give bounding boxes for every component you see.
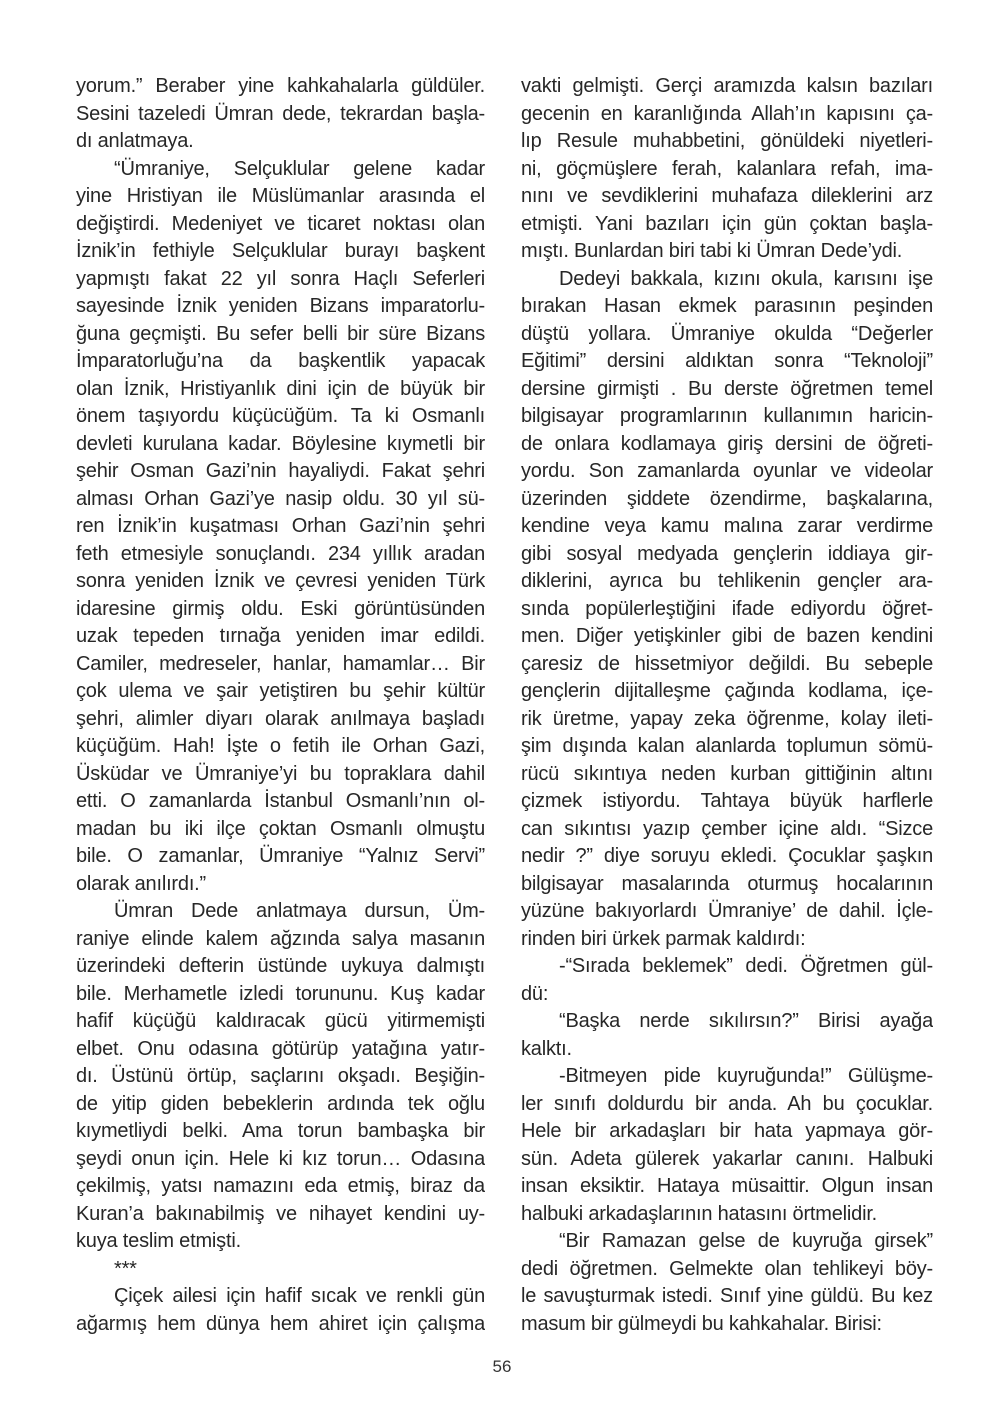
text-line: feth etmesiyle sonuçlandı. 234 yıllık aradan — [76, 542, 485, 565]
text-column-right — [521, 73, 933, 1338]
text-line: nını ve sevdiklerini muhafaza dileklerini arz — [521, 185, 933, 207]
text-line: üzerinden şiddete özendirme, başkalarına, — [521, 487, 933, 510]
text-line: önem taşıyordu küçücüğüm. Ta ki Osmanlı — [76, 405, 485, 427]
text-line: Sesini tazeledi Ümran dede, tekrardan başla- — [76, 102, 485, 125]
text-line: bile. Merhametle izledi torununu. Kuş kadar — [76, 982, 485, 1005]
text-line: de onlara kodlamaya giriş dersini de öğreti- — [521, 432, 933, 455]
text-line: “Ümraniye, Selçuklular gelene kadar — [114, 157, 485, 180]
text-line: nedir ?” diye soruyu ekledi. Çocuklar şaşkın — [521, 845, 933, 867]
text-line: Çiçek ailesi için hafif sıcak ve renkli gün — [114, 1285, 485, 1307]
text-line: şeydi onun için. Hele ki kız torun… Odasına — [76, 1147, 485, 1170]
text-line: dı anlatmaya. — [76, 130, 194, 152]
text-line: küçüğüm. Hah! İşte o fetih ile Orhan Gazi, — [76, 735, 485, 757]
text-line: bırakan Hasan ekmek parasının peşinden — [521, 295, 933, 317]
paragraph — [76, 898, 485, 1256]
paragraph — [521, 953, 933, 1008]
text-line: Hele bir arkadaşları bir hata yapmaya gör- — [521, 1120, 933, 1142]
text-line: Eğitimi” dersini aldıktan sonra “Teknoloji” — [521, 350, 933, 372]
text-line: hafif küçüğü kaldıracak gücü yitirmemişti — [76, 1010, 485, 1032]
text-line: alması Orhan Gazi’ye nasip oldu. 30 yıl sü- — [76, 487, 485, 510]
text-line: sün. Adeta gülerek yakarlar canını. Halbuki — [521, 1147, 933, 1170]
text-line: diklerini, ayrıca bu tehlikenin gençler ara- — [521, 570, 933, 592]
text-line: de yitip giden bebeklerin ardında tek oğlu — [76, 1092, 485, 1115]
text-line: etmişti. Yani bazıları için gün çoktan başla- — [521, 212, 933, 235]
text-line: vakti gelmişti. Gerçi aramızda kalsın bazıları — [521, 75, 933, 97]
text-line: kalktı. — [521, 1037, 572, 1060]
text-line: çok ulema ve şair yetiştiren bu şehir kültür — [76, 680, 485, 702]
text-line: ler sınıfı doldurdu bir anda. Ah bu çocuklar. — [521, 1092, 933, 1115]
text-line: çekilmiş, yatsı namazını eda etmiş, biraz da — [76, 1175, 485, 1197]
text-line: sayesinde İznik yeniden Bizans imparatorlu- — [76, 295, 485, 317]
text-line: devleti kurulana kadar. Böylesine kıymetli bir — [76, 432, 485, 455]
paragraph — [521, 1228, 933, 1338]
text-columns — [76, 73, 933, 1338]
text-line: lıp Resule muhabbetini, gönüldeki niyetleri- — [521, 130, 933, 152]
text-line: ren İznik’in kuşatması Orhan Gazi’nin şehri — [76, 515, 485, 537]
text-line: raniye elinde kalem ağzında salya masanın — [76, 927, 485, 950]
text-line: etti. O zamanlarda İstanbul Osmanlı’nın ol- — [76, 790, 485, 812]
text-line: ğuna geçmişti. Bu sefer belli bir süre Bizans — [76, 322, 485, 345]
text-line: -“Sırada beklemek” dedi. Öğretmen gül- — [559, 955, 933, 977]
paragraph — [521, 266, 933, 954]
text-line: yine Hristiyan ile Müslümanlar arasında el — [76, 185, 485, 207]
text-line: Kuran’a bakınabilmiş ve nihayet kendini uy- — [76, 1202, 485, 1225]
text-line: Dedeyi bakkala, kızını okula, karısını işe — [559, 267, 933, 290]
text-line: rücü sıkıntıya neden kurban gittiğinin altını — [521, 762, 933, 785]
text-line: dü: — [521, 982, 549, 1005]
text-line: gibi sosyal medyada gençlerin iddiaya gir- — [521, 542, 933, 565]
text-line: değiştirdi. Medeniyet ve ticaret noktası olan — [76, 212, 485, 235]
text-line: madan bu iki ilçe çoktan Osmanlı olmuştu — [76, 817, 485, 840]
text-line: yapmıştı fakat 22 yıl sonra Haçlı Seferleri — [76, 267, 485, 290]
text-line: Üsküdar ve Ümraniye’yi bu topraklara dahil — [76, 762, 485, 785]
text-line: gecenin en karanlığında Allah’ın kapısını ça- — [521, 102, 933, 125]
paragraph — [521, 1063, 933, 1228]
text-line: sonra yeniden İznik ve çevresi yeniden Türk — [76, 570, 485, 592]
text-line: dedi öğretmen. Gelmekte olan tehlikeyi böy- — [521, 1257, 933, 1280]
paragraph — [76, 1283, 485, 1338]
text-line: çaresiz de hissetmiyor değildi. Bu sebeple — [521, 652, 933, 675]
text-line: Camiler, medreseler, hanlar, hamamlar… Bir — [76, 652, 485, 675]
paragraph — [76, 1256, 485, 1284]
paragraph — [76, 156, 485, 899]
text-line: şim dışında kalan alanlarda toplumun sömü- — [521, 735, 933, 757]
paragraph — [76, 73, 485, 156]
text-line: masum bir gülmeydi bu kahkahalar. Birisi: — [521, 1312, 882, 1335]
text-line: olan İznik, Hristiyanlık dini için de büyük bir — [76, 377, 485, 400]
text-line: halbuki arkadaşlarının hatasını örtmelidir. — [521, 1202, 878, 1225]
text-line: rik üretme, yapay zeka öğrenme, kolay ileti- — [521, 707, 933, 730]
text-line: idaresine girmiş oldu. Eski görüntüsünden — [76, 597, 485, 620]
text-line: dı. Üstünü örtüp, saçlarını okşadı. Beşiğin- — [76, 1065, 485, 1087]
text-line: bilgisayar programlarının kullanımın haricin- — [521, 405, 933, 427]
text-line: rinden biri ürkek parmak kaldırdı: — [521, 927, 806, 950]
text-line: şehri, alimler diyarı olarak anılmaya başladı — [76, 707, 485, 730]
paragraph — [521, 1008, 933, 1063]
paragraph — [521, 73, 933, 266]
text-line: İznik’in fethiyle Selçuklular burayı başkent — [76, 240, 485, 262]
text-line: düştü yollara. Ümraniye okulda “Değerler — [521, 322, 933, 345]
text-line: can sıkıntısı yazıp çember içine aldı. “Sizce — [521, 817, 933, 840]
text-line: men. Diğer yetişkinler gibi de bazen kendini — [521, 625, 933, 647]
text-line: sında popülerleştiğini ifade ediyordu öğret- — [521, 597, 933, 620]
text-line: çizmek istiyordu. Tahtaya büyük harflerle — [521, 790, 933, 812]
text-line: yorum.” Beraber yine kahkahalarla güldüler. — [76, 75, 485, 97]
text-line: elbet. Onu odasına götürüp yatağına yatır- — [76, 1037, 485, 1060]
text-line: İmparatorluğu’na da başkentlik yapacak — [76, 350, 485, 372]
text-line: üzerindeki defterin üstünde uykuya dalmıştı — [76, 955, 485, 977]
text-line: bilgisayar masalarında oturmuş hocalarının — [521, 872, 933, 895]
text-line: yordu. Son zamanlarda oyunlar ve videolar — [521, 460, 933, 482]
text-column-left — [76, 73, 485, 1338]
text-line: gençlerin dijitalleşme çağında kodlama, içe- — [521, 680, 933, 702]
text-line: “Başka nerde sıkılırsın?” Birisi ayağa — [559, 1010, 933, 1032]
text-line: yüzüne bakıyorlardı Ümraniye’ de dahil. İçle- — [521, 900, 933, 922]
text-line: *** — [114, 1257, 137, 1280]
text-line: kuya teslim etmişti. — [76, 1230, 241, 1252]
text-line: “Bir Ramazan gelse de kuyruğa girsek” — [559, 1230, 933, 1252]
text-line: ni, göçmüşlere ferah, kalanlara refah, ima- — [521, 157, 933, 180]
text-line: olarak anılırdı.” — [76, 872, 206, 895]
text-line: le savuşturmak istedi. Sınıf yine güldü. Bu kez — [521, 1285, 933, 1307]
text-line: kendine veya kamu malına zarar verdirme — [521, 515, 933, 537]
page-number: 56 — [492, 1357, 512, 1376]
text-line: kıymetliydi belki. Ama torun bambaşka bir — [76, 1120, 485, 1142]
text-line: dersine girmişti . Bu derste öğretmen temel — [521, 377, 933, 400]
text-line: Ümran Dede anlatmaya dursun, Üm- — [114, 900, 485, 922]
text-line: bile. O zamanlar, Ümraniye “Yalnız Servi” — [76, 845, 485, 867]
text-line: mıştı. Bunlardan biri tabi ki Ümran Dede’ydi. — [521, 240, 903, 262]
text-line: insan eksiktir. Hataya müsaittir. Olgun insan — [521, 1175, 933, 1197]
text-line: şehir Osman Gazi’nin hayaliydi. Fakat şehri — [76, 460, 485, 482]
text-line: uzak tepeden tırnağa yeniden imar edildi. — [76, 625, 485, 647]
text-line: ağarmış hem dünya hem ahiret için çalışma — [76, 1312, 485, 1335]
text-line: -Bitmeyen pide kuyruğunda!” Gülüşme- — [559, 1065, 933, 1087]
